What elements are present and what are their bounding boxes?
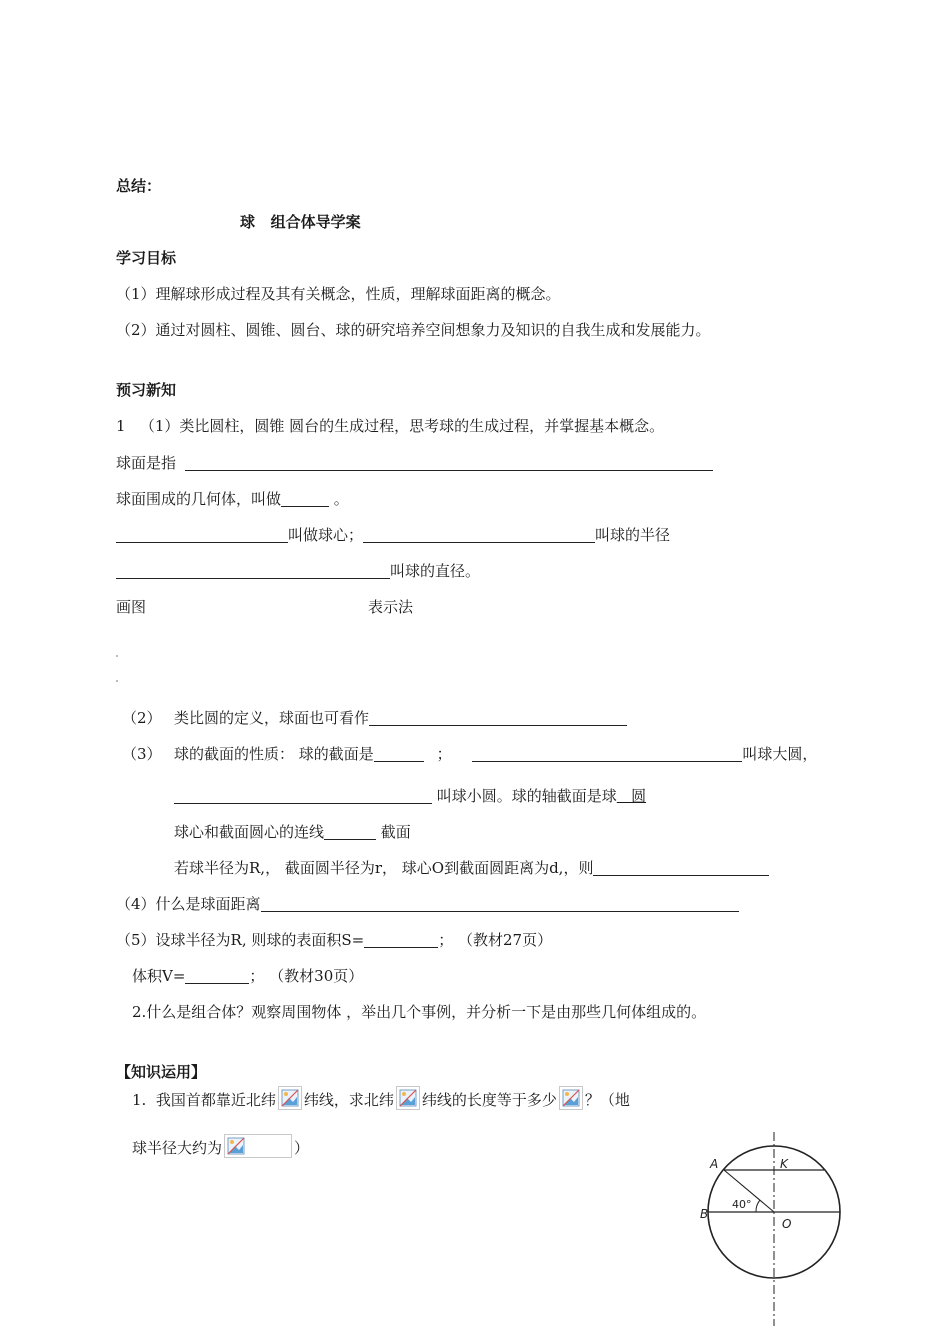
center-line-blank[interactable] [324, 823, 376, 840]
axial-section-fill: 圆 [616, 787, 647, 805]
enclosed-solid-line [116, 489, 349, 509]
problem-1-text-a: 1. 我国首都靠近北纬 [132, 1091, 276, 1109]
page-title: 球 组合体导学案 [240, 213, 361, 231]
sphere-surface-blank[interactable] [185, 454, 713, 471]
angle-label: 40° [732, 1198, 752, 1211]
radius-relation-row [174, 858, 769, 878]
stray-mark [116, 680, 118, 682]
goal-item-1: （1）理解球形成过程及其有关概念，性质，理解球面距离的概念。 [116, 285, 561, 303]
question-3-semicolon: ； [436, 745, 452, 763]
sphere-surface-line [116, 453, 713, 473]
question-3-text: 球的截面的性质： 球的截面是 [174, 745, 374, 763]
label-o: O [782, 1217, 792, 1231]
volume-suffix: ； （教材30页） [249, 967, 364, 985]
broken-image-icon [224, 1134, 292, 1158]
great-circle-text: 叫球大圆， [742, 745, 818, 763]
circle-latitude-diagram [700, 1130, 850, 1330]
small-circle-text: 叫球小圆。球的轴截面是球 [432, 787, 617, 805]
radius-relation-blank[interactable] [593, 859, 769, 876]
question-3-number: （3） [122, 745, 162, 763]
question-3-line [174, 744, 817, 764]
diameter-text: 叫球的直径。 [390, 562, 481, 580]
application-heading: 【知识运用】 [116, 1063, 207, 1081]
diameter-blank[interactable] [116, 562, 390, 579]
center-line-row [174, 822, 411, 842]
center-text: 叫做球心； [288, 526, 364, 544]
small-circle-line [174, 786, 646, 806]
enclosed-solid-label: 球面围成的几何体，叫做 [116, 490, 282, 508]
radius-text: 叫球的半径 [595, 526, 671, 544]
label-k: K [780, 1157, 788, 1171]
question-4-text: （4）什么是球面距离 [116, 895, 261, 913]
volume-blank[interactable] [185, 967, 249, 984]
section-shape-blank[interactable] [374, 745, 424, 762]
goals-heading: 学习目标 [116, 249, 177, 267]
problem-1-text-d: ？（地 [584, 1091, 630, 1109]
center-line-text: 球心和截面圆心的连线 [174, 823, 325, 841]
question-2-number: （2） [122, 709, 162, 727]
question-2-line [174, 708, 627, 728]
question-2-blank[interactable] [369, 709, 627, 726]
volume-line [132, 966, 363, 986]
center-blank[interactable] [116, 526, 288, 543]
problem-1-line [132, 1086, 630, 1110]
label-b: B [700, 1207, 709, 1221]
question-1-intro: 1 （1）类比圆柱，圆锥 圆台的生成过程，思考球的生成过程，并掌握基本概念。 [116, 417, 665, 435]
sphere-surface-label: 球面是指 [116, 454, 177, 472]
broken-image-icon [559, 1086, 583, 1110]
question-5-suffix: ； （教材27页） [438, 931, 553, 949]
question-4-line [116, 894, 739, 914]
angle-arc [756, 1200, 760, 1212]
problem-1-text-f: ） [294, 1139, 310, 1157]
broken-image-icon [278, 1086, 302, 1110]
broken-image-icon [396, 1086, 420, 1110]
problem-1-text-e: 球半径大约为 [132, 1139, 223, 1157]
diameter-line [116, 561, 480, 581]
question-4-blank[interactable] [261, 895, 739, 912]
draw-label: 画图 [116, 598, 147, 616]
great-circle-blank[interactable] [472, 745, 742, 762]
problem-1-text-c: 纬线的长度等于多少 [421, 1091, 557, 1109]
question-5-line [116, 930, 552, 950]
label-a: A [710, 1157, 719, 1171]
enclosed-solid-blank[interactable] [281, 490, 329, 507]
center-line-suffix: 截面 [376, 823, 411, 841]
summary-label: 总结： [116, 177, 162, 195]
enclosed-solid-suffix: 。 [329, 490, 349, 508]
question-5-text: （5）设球半径为R, 则球的表面积S= [116, 931, 365, 949]
radius-relation-text: 若球半径为R,， 截面圆半径为r， 球心O到截面圆距离为d,，则 [174, 859, 594, 877]
combination-question: 2.什么是组合体？观察周围物体 ，举出几个事例，并分析一下是由那些几何体组成的。 [132, 1003, 707, 1021]
notation-label: 表示法 [368, 598, 414, 616]
radius-blank[interactable] [363, 526, 595, 543]
problem-1-line-2 [132, 1134, 309, 1158]
center-radius-line [116, 525, 670, 545]
small-circle-blank[interactable] [174, 787, 432, 804]
stray-mark [116, 655, 118, 657]
goal-item-2: （2）通过对圆柱、圆锥、圆台、球的研究培养空间想象力及知识的自我生成和发展能力。 [116, 321, 711, 339]
problem-1-text-b: 纬线，求北纬 [303, 1091, 394, 1109]
question-2-text: 类比圆的定义，球面也可看作 [174, 709, 370, 727]
volume-text: 体积V= [132, 967, 186, 985]
preview-heading: 预习新知 [116, 381, 177, 399]
surface-area-blank[interactable] [364, 931, 438, 948]
